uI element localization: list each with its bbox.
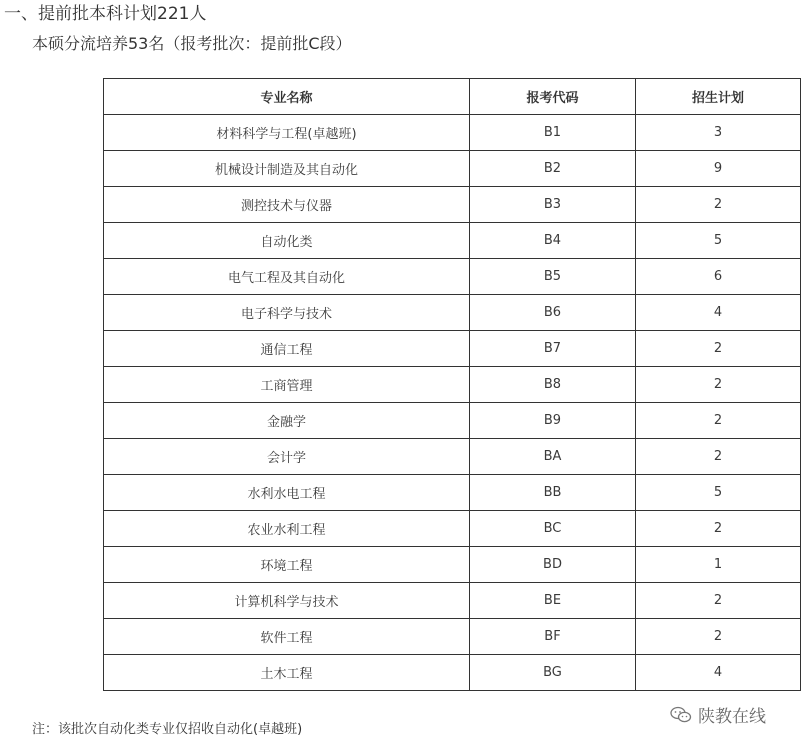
cell-major-name: 电气工程及其自动化 — [104, 259, 470, 295]
cell-major-name: 测控技术与仪器 — [104, 187, 470, 223]
table-row — [104, 547, 801, 583]
cell-code: B5 — [470, 259, 636, 295]
cell-code: BD — [470, 547, 636, 583]
cell-plan: 6 — [636, 259, 801, 295]
header-plan: 招生计划 — [636, 79, 801, 115]
cell-code: BE — [470, 583, 636, 619]
cell-plan: 3 — [636, 115, 801, 151]
table-row — [104, 511, 801, 547]
cell-major-name: 环境工程 — [104, 547, 470, 583]
enrollment-plan-table — [103, 78, 801, 691]
cell-plan: 5 — [636, 475, 801, 511]
cell-plan: 2 — [636, 331, 801, 367]
cell-plan: 5 — [636, 223, 801, 259]
cell-code: BG — [470, 655, 636, 691]
cell-major-name: 软件工程 — [104, 619, 470, 655]
table-row — [104, 655, 801, 691]
section-subheading: 本硕分流培养53名（报考批次：提前批C段） — [32, 34, 352, 53]
wechat-icon — [670, 706, 692, 724]
cell-plan: 2 — [636, 619, 801, 655]
cell-major-name: 农业水利工程 — [104, 511, 470, 547]
table-row — [104, 151, 801, 187]
table-row — [104, 331, 801, 367]
table-row — [104, 223, 801, 259]
table-row — [104, 115, 801, 151]
cell-code: B4 — [470, 223, 636, 259]
cell-plan: 2 — [636, 511, 801, 547]
cell-major-name: 金融学 — [104, 403, 470, 439]
section-heading: 一、提前批本科计划221人 — [4, 4, 207, 24]
cell-major-name: 水利水电工程 — [104, 475, 470, 511]
cell-major-name: 土木工程 — [104, 655, 470, 691]
cell-code: B3 — [470, 187, 636, 223]
table-row — [104, 187, 801, 223]
cell-code: B6 — [470, 295, 636, 331]
cell-plan: 4 — [636, 655, 801, 691]
cell-code: B8 — [470, 367, 636, 403]
table-row — [104, 295, 801, 331]
cell-plan: 1 — [636, 547, 801, 583]
cell-plan: 2 — [636, 439, 801, 475]
table-row — [104, 259, 801, 295]
table-row — [104, 367, 801, 403]
cell-code: B9 — [470, 403, 636, 439]
cell-code: B1 — [470, 115, 636, 151]
cell-major-name: 计算机科学与技术 — [104, 583, 470, 619]
cell-code: B2 — [470, 151, 636, 187]
cell-major-name: 电子科学与技术 — [104, 295, 470, 331]
table-row — [104, 439, 801, 475]
table-row — [104, 475, 801, 511]
cell-plan: 2 — [636, 583, 801, 619]
cell-code: BA — [470, 439, 636, 475]
cell-code: BF — [470, 619, 636, 655]
table-body — [104, 115, 801, 691]
cell-plan: 4 — [636, 295, 801, 331]
cell-plan: 2 — [636, 367, 801, 403]
cell-plan: 2 — [636, 187, 801, 223]
table-row — [104, 619, 801, 655]
watermark-text: 陕教在线 — [698, 707, 766, 727]
cell-code: B7 — [470, 331, 636, 367]
header-code: 报考代码 — [470, 79, 636, 115]
cell-major-name: 材料科学与工程(卓越班) — [104, 115, 470, 151]
cell-major-name: 机械设计制造及其自动化 — [104, 151, 470, 187]
watermark — [670, 702, 766, 727]
cell-major-name: 会计学 — [104, 439, 470, 475]
header-major-name: 专业名称 — [104, 79, 470, 115]
cell-major-name: 自动化类 — [104, 223, 470, 259]
table-row — [104, 583, 801, 619]
cell-code: BC — [470, 511, 636, 547]
cell-plan: 2 — [636, 403, 801, 439]
table-row — [104, 403, 801, 439]
table-header-row — [104, 79, 801, 115]
cell-major-name: 工商管理 — [104, 367, 470, 403]
cell-plan: 9 — [636, 151, 801, 187]
cell-code: BB — [470, 475, 636, 511]
footnote: 注：该批次自动化类专业仅招收自动化(卓越班) — [32, 722, 303, 737]
cell-major-name: 通信工程 — [104, 331, 470, 367]
